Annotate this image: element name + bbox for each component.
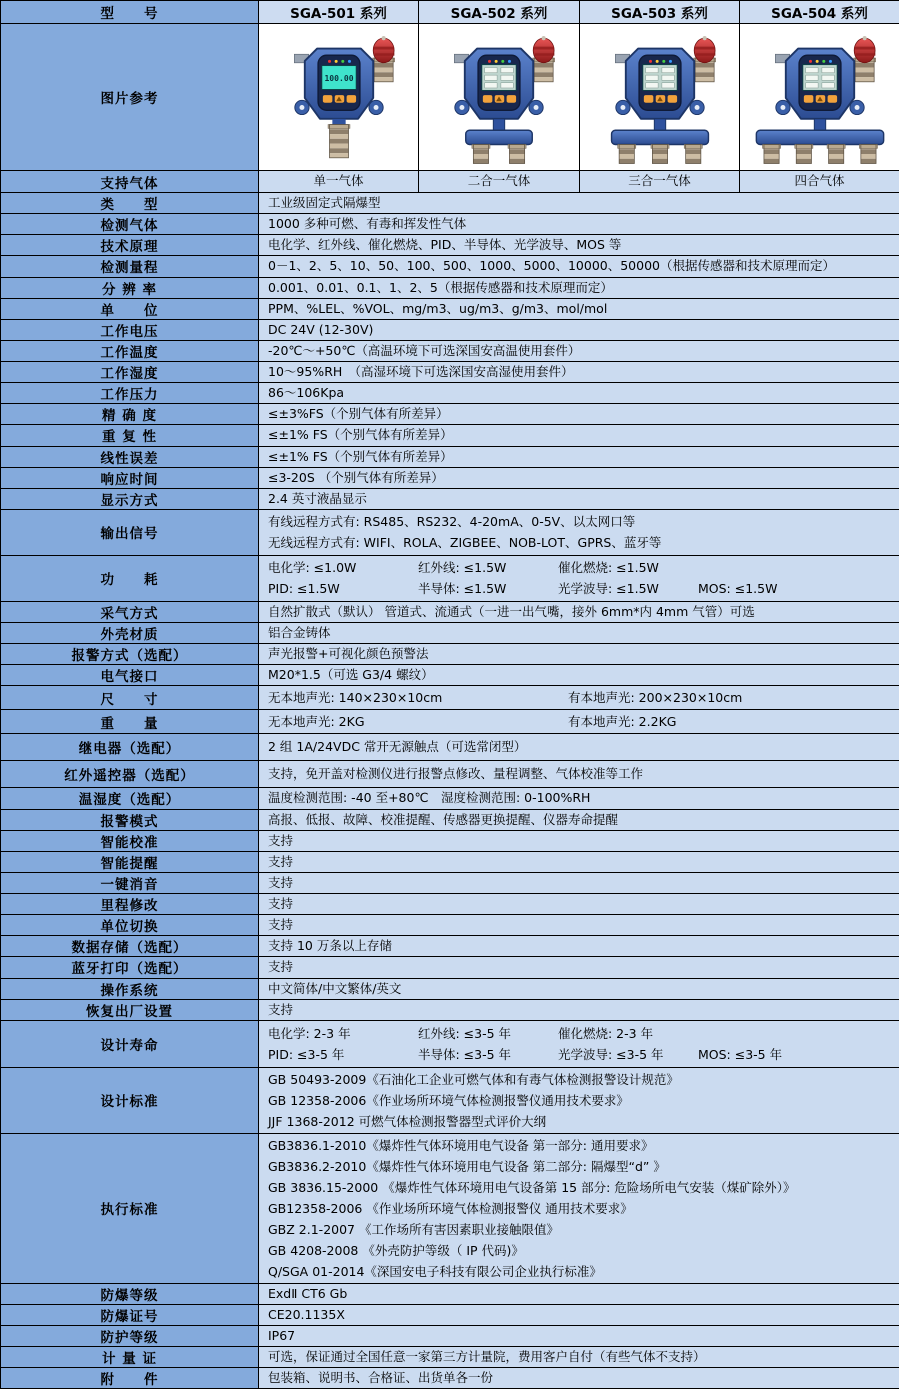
gas-count-sga503: 三合一气体 — [580, 171, 740, 193]
spec-value-cell: PID: ≤3-5 年 — [268, 1044, 418, 1065]
spec-label: 输出信号 — [1, 509, 259, 555]
spec-value-cell: PID: ≤1.5W — [268, 578, 418, 599]
gas-count-sga502: 二合一气体 — [419, 171, 580, 193]
spec-value-line: GB 3836.15-2000 《爆炸性气体环境用电气设备第 15 部分: 危险场所电气安装（煤矿除外）》 — [268, 1177, 890, 1198]
spec-value-cell: 无本地声光: 140×230×10cm — [268, 687, 568, 708]
spec-row — [1, 298, 899, 319]
product-image-sga502 — [419, 24, 580, 171]
spec-value-cell: 无本地声光: 2KG — [268, 711, 568, 732]
spec-value-cell: MOS: ≤3-5 年 — [698, 1044, 782, 1065]
spec-value: 0.001、0.01、0.1、1、2、5（根据传感器和技术原理而定） — [259, 277, 899, 298]
spec-value-line — [268, 687, 890, 708]
spec-row — [1, 1347, 899, 1368]
spec-value-line: JJF 1368-2012 可燃气体检测报警器型式评价大纲 — [268, 1111, 890, 1132]
spec-value: CE20.1135X — [259, 1304, 899, 1325]
spec-value-line — [268, 1023, 890, 1044]
spec-value-line: GB3836.2-2010《爆炸性气体环境用电气设备 第二部分: 隔爆型“d” 》 — [268, 1156, 890, 1177]
spec-value-line: GB3836.1-2010《爆炸性气体环境用电气设备 第一部分: 通用要求》 — [268, 1135, 890, 1156]
spec-value: 高报、低报、故障、校准提醒、传感器更换提醒、仪器寿命提醒 — [259, 809, 899, 830]
spec-label: 一键消音 — [1, 872, 259, 893]
product-image-sga504 — [740, 24, 899, 171]
spec-value: 声光报警+可视化颜色预警法 — [259, 644, 899, 665]
spec-row — [1, 1304, 899, 1325]
spec-value-line: GB12358-2006 《作业场所环境气体检测报警仪 通用技术要求》 — [268, 1198, 890, 1219]
spec-value: PPM、%LEL、%VOL、mg/m3、ug/m3、g/m3、mol/mol — [259, 298, 899, 319]
spec-value: 支持，免开盖对检测仪进行报警点修改、量程调整、气体校准等工作 — [259, 761, 899, 788]
spec-value-cell: 催化燃烧: ≤1.5W — [558, 557, 698, 578]
spec-label: 尺 寸 — [1, 686, 259, 710]
spec-row — [1, 1020, 899, 1067]
spec-value: 温度检测范围: -40 至+80℃ 湿度检测范围: 0-100%RH — [259, 788, 899, 809]
spec-label: 响应时间 — [1, 467, 259, 488]
spec-label: 检测量程 — [1, 256, 259, 277]
spec-value: 支持 — [259, 851, 899, 872]
spec-value: 支持 — [259, 957, 899, 978]
spec-value-line: GB 4208-2008 《外壳防护等级（ IP 代码)》 — [268, 1240, 890, 1261]
spec-label: 防护等级 — [1, 1326, 259, 1347]
spec-row — [1, 915, 899, 936]
model-header-label: 型 号 — [1, 1, 259, 24]
spec-label: 继电器（选配） — [1, 734, 259, 761]
spec-label: 报警模式 — [1, 809, 259, 830]
spec-value-line — [268, 711, 890, 732]
spec-row — [1, 256, 899, 277]
spec-label: 里程修改 — [1, 894, 259, 915]
spec-row — [1, 555, 899, 601]
spec-value: 可选，保证通过全国任意一家第三方计量院，费用客户自付（有些气体不支持） — [259, 1347, 899, 1368]
spec-row — [1, 665, 899, 686]
spec-value: 1000 多种可燃、有毒和挥发性气体 — [259, 214, 899, 235]
spec-row — [1, 1368, 899, 1389]
spec-row — [1, 999, 899, 1020]
spec-value-cell: 红外线: ≤1.5W — [418, 557, 558, 578]
spec-label: 分 辨 率 — [1, 277, 259, 298]
spec-label: 智能提醒 — [1, 851, 259, 872]
spec-value: M20*1.5（可选 G3/4 螺纹） — [259, 665, 899, 686]
spec-label: 温湿度（选配） — [1, 788, 259, 809]
spec-row — [1, 404, 899, 425]
spec-value: 电化学、红外线、催化燃烧、PID、半导体、光学波导、MOS 等 — [259, 235, 899, 256]
spec-row — [1, 851, 899, 872]
spec-label: 附 件 — [1, 1368, 259, 1389]
spec-row — [1, 425, 899, 446]
supported-gas-row — [1, 171, 899, 193]
spec-row — [1, 936, 899, 957]
spec-value-line — [268, 557, 890, 578]
spec-label: 报警方式（选配） — [1, 644, 259, 665]
spec-label: 设计标准 — [1, 1067, 259, 1133]
spec-value-line: Q/SGA 01-2014《深国安电子科技有限公司企业执行标准》 — [268, 1261, 890, 1282]
spec-label: 操作系统 — [1, 978, 259, 999]
spec-row — [1, 340, 899, 361]
spec-value: 工业级固定式隔爆型 — [259, 193, 899, 214]
spec-value-cell: 光学波导: ≤1.5W — [558, 578, 698, 599]
spec-row — [1, 710, 899, 734]
spec-value: ≤±1% FS（个别气体有所差异） — [259, 425, 899, 446]
spec-row — [1, 734, 899, 761]
spec-label: 工作压力 — [1, 383, 259, 404]
spec-label: 工作温度 — [1, 340, 259, 361]
spec-value: 10～95%RH （高湿环境下可选深国安高湿使用套件） — [259, 362, 899, 383]
spec-value-line — [268, 1044, 890, 1065]
model-header-row — [1, 1, 899, 24]
spec-value: IP67 — [259, 1326, 899, 1347]
spec-value: 中文简体/中文繁体/英文 — [259, 978, 899, 999]
spec-value: 支持 — [259, 999, 899, 1020]
spec-value-cell: 电化学: 2-3 年 — [268, 1023, 418, 1044]
spec-label: 恢复出厂设置 — [1, 999, 259, 1020]
spec-value: 支持 — [259, 915, 899, 936]
spec-row — [1, 957, 899, 978]
spec-row — [1, 686, 899, 710]
spec-label: 重 量 — [1, 710, 259, 734]
spec-row — [1, 362, 899, 383]
spec-label: 红外遥控器（选配） — [1, 761, 259, 788]
spec-value — [259, 509, 899, 555]
spec-label: 电气接口 — [1, 665, 259, 686]
spec-value-line: GBZ 2.1-2007 《工作场所有害因素职业接触限值》 — [268, 1219, 890, 1240]
spec-row — [1, 809, 899, 830]
spec-label: 技术原理 — [1, 235, 259, 256]
spec-row — [1, 978, 899, 999]
spec-value-line: 有线远程方式有: RS485、RS232、4-20mA、0-5V、以太网口等 — [268, 511, 890, 532]
spec-label: 外壳材质 — [1, 623, 259, 644]
spec-label: 功 耗 — [1, 555, 259, 601]
model-header-sga504: SGA-504 系列 — [740, 1, 899, 24]
product-image-row — [1, 24, 899, 171]
spec-label: 执行标准 — [1, 1133, 259, 1283]
spec-value-line — [268, 578, 890, 599]
spec-label: 精 确 度 — [1, 404, 259, 425]
spec-row — [1, 788, 899, 809]
spec-row — [1, 830, 899, 851]
spec-row — [1, 1133, 899, 1283]
spec-value-cell: 光学波导: ≤3-5 年 — [558, 1044, 698, 1065]
spec-row — [1, 277, 899, 298]
spec-value — [259, 710, 899, 734]
spec-label: 防爆等级 — [1, 1283, 259, 1304]
spec-value: 2.4 英寸液晶显示 — [259, 488, 899, 509]
spec-value: 自然扩散式（默认） 管道式、流通式（一进一出气嘴，接外 6mm*内 4mm 气管）可选 — [259, 601, 899, 622]
spec-value — [259, 555, 899, 601]
spec-label: 单 位 — [1, 298, 259, 319]
spec-value-cell: 半导体: ≤1.5W — [418, 578, 558, 599]
spec-value-cell: 电化学: ≤1.0W — [268, 557, 418, 578]
spec-row — [1, 488, 899, 509]
spec-row — [1, 446, 899, 467]
spec-value-cell: MOS: ≤1.5W — [698, 578, 777, 599]
spec-value: ExdⅡ CT6 Gb — [259, 1283, 899, 1304]
spec-row — [1, 601, 899, 622]
spec-value-line: GB 50493-2009《石油化工企业可燃气体和有毒气体检测报警设计规范》 — [268, 1069, 890, 1090]
spec-value: ≤3-20S （个别气体有所差异） — [259, 467, 899, 488]
spec-value: 支持 — [259, 830, 899, 851]
spec-row — [1, 319, 899, 340]
spec-label: 工作湿度 — [1, 362, 259, 383]
spec-value: -20℃～+50℃（高温环境下可选深国安高温使用套件） — [259, 340, 899, 361]
spec-label: 蓝牙打印（选配） — [1, 957, 259, 978]
spec-label: 检测气体 — [1, 214, 259, 235]
spec-row — [1, 623, 899, 644]
spec-label: 智能校准 — [1, 830, 259, 851]
gas-count-sga504: 四合气体 — [740, 171, 899, 193]
spec-label: 显示方式 — [1, 488, 259, 509]
spec-label: 线性误差 — [1, 446, 259, 467]
spec-row — [1, 1067, 899, 1133]
spec-label: 类 型 — [1, 193, 259, 214]
spec-value-line: 无线远程方式有: WIFI、ROLA、ZIGBEE、NOB-LOT、GPRS、蓝牙等 — [268, 532, 890, 553]
spec-value: 支持 — [259, 872, 899, 893]
spec-label: 计 量 证 — [1, 1347, 259, 1368]
spec-value-line: GB 12358-2006《作业场所环境气体检测报警仪通用技术要求》 — [268, 1090, 890, 1111]
spec-value — [259, 1020, 899, 1067]
svg-text:100.00: 100.00 — [324, 74, 353, 83]
spec-value: 铝合金铸体 — [259, 623, 899, 644]
spec-value: DC 24V (12-30V) — [259, 319, 899, 340]
spec-value: 86～106Kpa — [259, 383, 899, 404]
spec-row — [1, 644, 899, 665]
spec-row — [1, 467, 899, 488]
spec-value — [259, 1133, 899, 1283]
spec-row — [1, 509, 899, 555]
spec-label: 单位切换 — [1, 915, 259, 936]
spec-value: ≤±1% FS（个别气体有所差异） — [259, 446, 899, 467]
spec-row — [1, 235, 899, 256]
spec-value — [259, 1067, 899, 1133]
spec-value: 支持 — [259, 894, 899, 915]
spec-label: 设计寿命 — [1, 1020, 259, 1067]
spec-label: 采气方式 — [1, 601, 259, 622]
spec-value-cell: 半导体: ≤3-5 年 — [418, 1044, 558, 1065]
spec-label: 重 复 性 — [1, 425, 259, 446]
model-header-sga502: SGA-502 系列 — [419, 1, 580, 24]
spec-row — [1, 214, 899, 235]
product-image-sga503 — [580, 24, 740, 171]
spec-value-cell: 催化燃烧: 2-3 年 — [558, 1023, 698, 1044]
spec-value-cell: 有本地声光: 200×230×10cm — [568, 687, 742, 708]
spec-value: ≤±3%FS（个别气体有所差异） — [259, 404, 899, 425]
spec-value: 包装箱、说明书、合格证、出货单各一份 — [259, 1368, 899, 1389]
spec-row — [1, 1283, 899, 1304]
spec-label: 工作电压 — [1, 319, 259, 340]
spec-row — [1, 894, 899, 915]
spec-label: 防爆证号 — [1, 1304, 259, 1325]
model-header-sga501: SGA-501 系列 — [259, 1, 419, 24]
spec-row — [1, 761, 899, 788]
spec-value: 0－1、2、5、10、50、100、500、1000、5000、10000、50000（根据传感器和技术原理而定） — [259, 256, 899, 277]
spec-value — [259, 686, 899, 710]
spec-value: 支持 10 万条以上存储 — [259, 936, 899, 957]
spec-value-cell: 红外线: ≤3-5 年 — [418, 1023, 558, 1044]
image-row-label: 图片参考 — [1, 24, 259, 171]
spec-row — [1, 193, 899, 214]
spec-row — [1, 383, 899, 404]
product-image-sga501 — [259, 24, 419, 171]
spec-value: 2 组 1A/24VDC 常开无源触点（可选常闭型） — [259, 734, 899, 761]
model-header-sga503: SGA-503 系列 — [580, 1, 740, 24]
spec-label: 数据存储（选配） — [1, 936, 259, 957]
spec-row — [1, 1326, 899, 1347]
spec-row — [1, 872, 899, 893]
gas-count-sga501: 单一气体 — [259, 171, 419, 193]
gas-row-label: 支持气体 — [1, 171, 259, 193]
spec-value-cell: 有本地声光: 2.2KG — [568, 711, 676, 732]
